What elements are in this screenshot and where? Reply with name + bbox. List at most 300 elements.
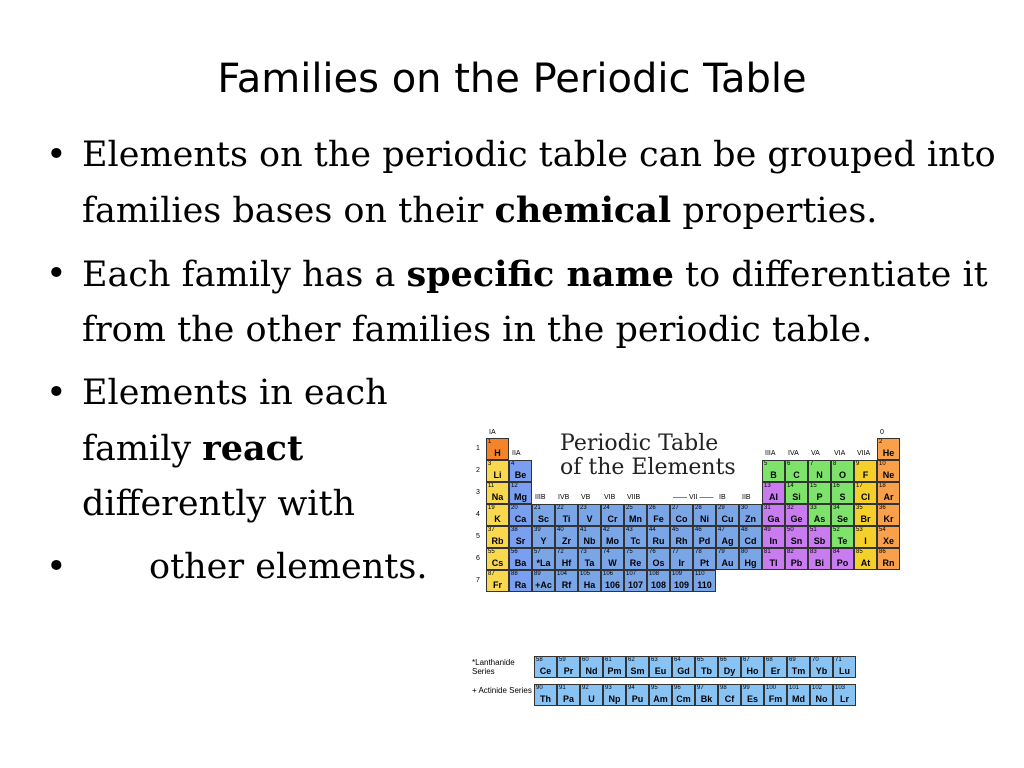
- element-cell: [718, 684, 741, 706]
- bold-text: specific name: [406, 254, 674, 295]
- element-cell: [509, 570, 532, 592]
- element-symbol: Er: [770, 666, 781, 676]
- element-symbol: Li: [493, 470, 502, 480]
- element-symbol: V: [586, 514, 593, 524]
- element-cell: [877, 438, 900, 460]
- element-cell: [741, 684, 764, 706]
- element-symbol: Tb: [701, 666, 712, 676]
- element-symbol: Cr: [607, 514, 618, 524]
- element-symbol: N: [816, 470, 823, 480]
- element-symbol: Ra: [514, 580, 527, 590]
- atomic-number: 61: [605, 657, 612, 663]
- atomic-number: 63: [651, 657, 658, 663]
- element-symbol: Zr: [562, 536, 571, 546]
- element-symbol: Ha: [583, 580, 596, 590]
- element-cell: [486, 526, 509, 548]
- atomic-number: 65: [697, 657, 704, 663]
- atomic-number: 55: [488, 549, 495, 555]
- element-symbol: C: [793, 470, 800, 480]
- atomic-number: 31: [764, 505, 771, 511]
- element-symbol: Ce: [539, 666, 552, 676]
- atomic-number: 67: [743, 657, 750, 663]
- element-symbol: Ar: [883, 492, 894, 502]
- element-symbol: Al: [769, 492, 778, 502]
- element-cell: [764, 684, 787, 706]
- element-cell: [695, 656, 718, 678]
- text-run: to differentiate it from the other families in the periodic table.: [82, 255, 988, 350]
- element-cell: [578, 570, 601, 592]
- atomic-number: 93: [605, 685, 612, 691]
- atomic-number: 28: [695, 505, 702, 511]
- element-symbol: Fr: [493, 580, 502, 590]
- periodic-table-title-line: of the Elements: [560, 455, 736, 480]
- element-cell: [808, 504, 831, 526]
- element-cell: [877, 482, 900, 504]
- element-cell: [808, 526, 831, 548]
- element-symbol: Zn: [745, 514, 756, 524]
- element-cell: [739, 548, 762, 570]
- atomic-number: 64: [674, 657, 681, 663]
- element-cell: [624, 548, 647, 570]
- element-cell: [854, 548, 877, 570]
- element-symbol: Dy: [723, 666, 736, 676]
- element-cell: [624, 504, 647, 526]
- element-cell: [764, 656, 787, 678]
- element-symbol: Cu: [721, 514, 734, 524]
- group-label: IIB: [742, 494, 751, 501]
- element-symbol: Th: [540, 694, 551, 704]
- atomic-number: 84: [833, 549, 840, 555]
- element-cell: [787, 656, 810, 678]
- atomic-number: 5: [764, 461, 768, 467]
- element-cell: [762, 504, 785, 526]
- element-symbol: Es: [746, 694, 758, 704]
- atomic-number: 69: [789, 657, 796, 663]
- element-symbol: Ir: [678, 558, 685, 568]
- atomic-number: 108: [649, 571, 660, 577]
- atomic-number: 8: [833, 461, 837, 467]
- atomic-number: 100: [766, 685, 777, 691]
- atomic-number: 77: [672, 549, 679, 555]
- atomic-number: 73: [580, 549, 587, 555]
- element-cell: [555, 504, 578, 526]
- group-label: IB: [719, 494, 726, 501]
- group-label: 0: [880, 429, 884, 436]
- atomic-number: 32: [787, 505, 794, 511]
- element-cell: [555, 526, 578, 548]
- atomic-number: 42: [603, 527, 610, 533]
- atomic-number: 68: [766, 657, 773, 663]
- element-symbol: Tm: [791, 666, 806, 676]
- atomic-number: 99: [743, 685, 750, 691]
- element-cell: [603, 684, 626, 706]
- element-cell: [762, 526, 785, 548]
- atomic-number: 47: [718, 527, 725, 533]
- element-cell: [693, 548, 716, 570]
- atomic-number: 96: [674, 685, 681, 691]
- element-symbol: Ta: [584, 558, 595, 568]
- atomic-number: 24: [603, 505, 610, 511]
- atomic-number: 44: [649, 527, 656, 533]
- element-cell: [580, 656, 603, 678]
- element-symbol: Ti: [562, 514, 571, 524]
- element-symbol: Cl: [861, 492, 870, 502]
- element-symbol: Mn: [629, 514, 642, 524]
- element-cell: [626, 684, 649, 706]
- element-symbol: Nb: [583, 536, 596, 546]
- element-cell: [486, 460, 509, 482]
- bullet-marker: •: [46, 373, 67, 413]
- element-symbol: 110: [697, 580, 712, 590]
- element-cell: [670, 526, 693, 548]
- element-symbol: Pu: [631, 694, 644, 704]
- element-cell: [532, 570, 555, 592]
- atomic-number: 56: [511, 549, 518, 555]
- element-symbol: Na: [491, 492, 504, 502]
- bullet-text: [82, 255, 988, 350]
- element-symbol: Tc: [630, 536, 641, 546]
- atomic-number: 51: [810, 527, 817, 533]
- element-symbol: Pd: [698, 536, 711, 546]
- element-cell: [509, 548, 532, 570]
- element-symbol: 107: [627, 580, 644, 590]
- element-symbol: S: [839, 492, 846, 502]
- element-cell: [785, 526, 808, 548]
- element-cell: [833, 684, 856, 706]
- element-symbol: Hf: [561, 558, 572, 568]
- atomic-number: 53: [856, 527, 863, 533]
- element-cell: [486, 482, 509, 504]
- element-symbol: 106: [604, 580, 621, 590]
- series-label: *Lanthanide Series: [472, 658, 515, 676]
- period-label: 4: [476, 511, 480, 518]
- element-symbol: As: [813, 514, 826, 524]
- atomic-number: 11: [488, 483, 495, 489]
- element-symbol: Fm: [768, 694, 783, 704]
- element-cell: [877, 460, 900, 482]
- atomic-number: 74: [603, 549, 610, 555]
- bullet-text: [82, 135, 996, 231]
- element-symbol: K: [494, 514, 501, 524]
- atomic-number: 71: [835, 657, 842, 663]
- element-cell: [785, 504, 808, 526]
- element-cell: [762, 460, 785, 482]
- element-symbol: Bi: [815, 558, 824, 568]
- element-cell: [741, 656, 764, 678]
- element-symbol: B: [770, 470, 777, 480]
- atomic-number: 103: [835, 685, 846, 691]
- period-label: 6: [476, 555, 480, 562]
- atomic-number: 57: [534, 549, 541, 555]
- atomic-number: 59: [559, 657, 566, 663]
- element-symbol: Sn: [790, 536, 803, 546]
- element-cell: [647, 548, 670, 570]
- element-symbol: Ca: [514, 514, 527, 524]
- element-cell: [647, 526, 670, 548]
- element-symbol: Tl: [769, 558, 778, 568]
- atomic-number: 14: [787, 483, 794, 489]
- slide-title: Families on the Periodic Table: [217, 56, 807, 102]
- element-symbol: F: [862, 470, 869, 480]
- element-symbol: Rb: [491, 536, 504, 546]
- element-cell: [601, 570, 624, 592]
- atomic-number: 85: [856, 549, 863, 555]
- atomic-number: 81: [764, 549, 771, 555]
- atomic-number: 25: [626, 505, 633, 511]
- element-symbol: Gd: [677, 666, 690, 676]
- series-label: + Actinide Series: [472, 686, 532, 695]
- bullet-item: [40, 366, 422, 532]
- element-cell: [580, 684, 603, 706]
- element-symbol: 109: [673, 580, 690, 590]
- element-cell: [601, 504, 624, 526]
- period-label: 5: [476, 533, 480, 540]
- element-symbol: Pm: [607, 666, 622, 676]
- element-symbol: Cs: [491, 558, 504, 568]
- bullet-text: [82, 373, 388, 524]
- atomic-number: 95: [651, 685, 658, 691]
- atomic-number: 49: [764, 527, 771, 533]
- group-label: IVA: [788, 450, 799, 457]
- element-symbol: He: [882, 448, 895, 458]
- element-symbol: Ga: [767, 514, 780, 524]
- atomic-number: 39: [534, 527, 541, 533]
- element-cell: [649, 684, 672, 706]
- atomic-number: 86: [879, 549, 886, 555]
- bullet-marker: •: [46, 135, 67, 175]
- bold-text: chemical: [494, 190, 672, 231]
- element-cell: [831, 504, 854, 526]
- element-symbol: Np: [608, 694, 621, 704]
- element-symbol: Te: [837, 536, 848, 546]
- element-symbol: Am: [653, 694, 668, 704]
- atomic-number: 50: [787, 527, 794, 533]
- atomic-number: 52: [833, 527, 840, 533]
- atomic-number: 91: [559, 685, 566, 691]
- bold-text: react: [202, 428, 304, 469]
- element-cell: [877, 548, 900, 570]
- atomic-number: 36: [879, 505, 886, 511]
- atomic-number: 16: [833, 483, 840, 489]
- atomic-number: 82: [787, 549, 794, 555]
- element-cell: [854, 482, 877, 504]
- element-symbol: *La: [536, 558, 551, 568]
- element-symbol: Cd: [744, 536, 757, 546]
- element-symbol: Si: [792, 492, 801, 502]
- element-symbol: Yb: [815, 666, 828, 676]
- atomic-number: 76: [649, 549, 656, 555]
- atomic-number: 83: [810, 549, 817, 555]
- element-symbol: Pt: [700, 558, 709, 568]
- period-label: 1: [476, 445, 480, 452]
- atomic-number: 106: [603, 571, 614, 577]
- element-cell: [785, 548, 808, 570]
- atomic-number: 29: [718, 505, 725, 511]
- atomic-number: 78: [695, 549, 702, 555]
- atomic-number: 90: [536, 685, 543, 691]
- element-cell: [808, 460, 831, 482]
- atomic-number: 38: [511, 527, 518, 533]
- atomic-number: 22: [557, 505, 564, 511]
- atomic-number: 41: [580, 527, 587, 533]
- element-cell: [601, 526, 624, 548]
- element-symbol: Lr: [840, 694, 849, 704]
- element-cell: [808, 548, 831, 570]
- element-cell: [534, 656, 557, 678]
- group-label: IIIA: [765, 450, 776, 457]
- element-symbol: Rn: [882, 558, 895, 568]
- element-symbol: Au: [721, 558, 734, 568]
- element-cell: [810, 656, 833, 678]
- element-symbol: Eu: [654, 666, 667, 676]
- element-cell: [509, 526, 532, 548]
- bullet-item: [40, 247, 1000, 358]
- atomic-number: 92: [582, 685, 589, 691]
- element-cell: [670, 570, 693, 592]
- element-cell: [624, 570, 647, 592]
- element-cell: [810, 684, 833, 706]
- atomic-number: 34: [833, 505, 840, 511]
- element-symbol: Se: [836, 514, 848, 524]
- element-symbol: At: [860, 558, 871, 568]
- atomic-number: 89: [534, 571, 541, 577]
- element-symbol: 108: [650, 580, 667, 590]
- element-symbol: W: [608, 558, 617, 568]
- element-symbol: H: [494, 448, 501, 458]
- atomic-number: 80: [741, 549, 748, 555]
- element-symbol: No: [815, 694, 828, 704]
- atomic-number: 97: [697, 685, 704, 691]
- element-cell: [672, 656, 695, 678]
- atomic-number: 37: [488, 527, 495, 533]
- atomic-number: 3: [488, 461, 492, 467]
- periodic-table-title-line: Periodic Table: [560, 431, 719, 456]
- atomic-number: 60: [582, 657, 589, 663]
- atomic-number: 79: [718, 549, 725, 555]
- element-symbol: Ge: [790, 514, 803, 524]
- atomic-number: 9: [856, 461, 860, 467]
- element-symbol: Mo: [606, 536, 619, 546]
- element-cell: [787, 684, 810, 706]
- element-symbol: Br: [860, 514, 871, 524]
- group-label: IA: [489, 429, 496, 436]
- element-cell: [486, 570, 509, 592]
- element-symbol: Sr: [515, 536, 526, 546]
- element-symbol: Sb: [813, 536, 826, 546]
- element-symbol: Pa: [562, 694, 574, 704]
- period-label: 3: [476, 489, 480, 496]
- atomic-number: 13: [764, 483, 771, 489]
- atomic-number: 23: [580, 505, 587, 511]
- atomic-number: 15: [810, 483, 817, 489]
- element-cell: [486, 504, 509, 526]
- atomic-number: 21: [534, 505, 541, 511]
- group-label: VIIB: [627, 494, 641, 501]
- element-symbol: Y: [540, 536, 547, 546]
- atomic-number: 19: [488, 505, 495, 511]
- group-label: VB: [581, 494, 591, 501]
- atomic-number: 4: [511, 461, 515, 467]
- bullet-text: [82, 547, 427, 587]
- element-symbol: Ni: [700, 514, 709, 524]
- atomic-number: 17: [856, 483, 863, 489]
- atomic-number: 45: [672, 527, 679, 533]
- element-cell: [532, 504, 555, 526]
- element-symbol: Ag: [721, 536, 734, 546]
- group-label: IIIB: [535, 494, 546, 501]
- atomic-number: 110: [695, 571, 705, 577]
- atomic-number: 75: [626, 549, 633, 555]
- atomic-number: 101: [789, 685, 800, 691]
- element-cell: [693, 526, 716, 548]
- text-run: Each family has a: [82, 255, 407, 295]
- atomic-number: 70: [812, 657, 819, 663]
- element-cell: [555, 570, 578, 592]
- atomic-number: 18: [879, 483, 886, 489]
- element-symbol: Be: [514, 470, 527, 480]
- element-cell: [647, 504, 670, 526]
- element-cell: [509, 482, 532, 504]
- element-cell: [716, 504, 739, 526]
- element-cell: [716, 526, 739, 548]
- element-symbol: Rf: [561, 580, 572, 590]
- element-cell: [624, 526, 647, 548]
- element-cell: [557, 656, 580, 678]
- element-symbol: Sc: [537, 514, 549, 524]
- atomic-number: 58: [536, 657, 543, 663]
- atomic-number: 30: [741, 505, 748, 511]
- element-cell: [670, 504, 693, 526]
- element-symbol: Mg: [514, 492, 527, 502]
- element-cell: [534, 684, 557, 706]
- element-cell: [831, 526, 854, 548]
- bullet-marker: •: [46, 547, 67, 587]
- periodic-table-title: [560, 432, 736, 480]
- element-cell: [578, 548, 601, 570]
- element-symbol: Cm: [676, 694, 691, 704]
- period-label: 2: [476, 467, 480, 474]
- element-cell: [509, 504, 532, 526]
- element-cell: [557, 684, 580, 706]
- group-label: IVB: [558, 494, 570, 501]
- atomic-number: 66: [720, 657, 727, 663]
- element-cell: [672, 684, 695, 706]
- element-cell: [831, 460, 854, 482]
- atomic-number: 94: [628, 685, 635, 691]
- element-cell: [785, 460, 808, 482]
- element-cell: [716, 548, 739, 570]
- element-cell: [877, 526, 900, 548]
- atomic-number: 107: [626, 571, 637, 577]
- atomic-number: 2: [879, 439, 883, 445]
- text-run: Elements in each family: [82, 373, 388, 469]
- element-symbol: Xe: [882, 536, 894, 546]
- element-symbol: I: [864, 536, 867, 546]
- element-symbol: Bk: [700, 694, 713, 704]
- element-symbol: Pr: [563, 666, 574, 676]
- atomic-number: 10: [879, 461, 886, 467]
- element-cell: [785, 482, 808, 504]
- element-cell: [647, 570, 670, 592]
- text-run: properties.: [671, 191, 878, 231]
- element-symbol: Ru: [652, 536, 665, 546]
- element-cell: [831, 482, 854, 504]
- element-cell: [532, 526, 555, 548]
- atomic-number: 109: [672, 571, 683, 577]
- atomic-number: 104: [557, 571, 568, 577]
- element-symbol: Os: [652, 558, 665, 568]
- bullet-marker: •: [46, 254, 67, 294]
